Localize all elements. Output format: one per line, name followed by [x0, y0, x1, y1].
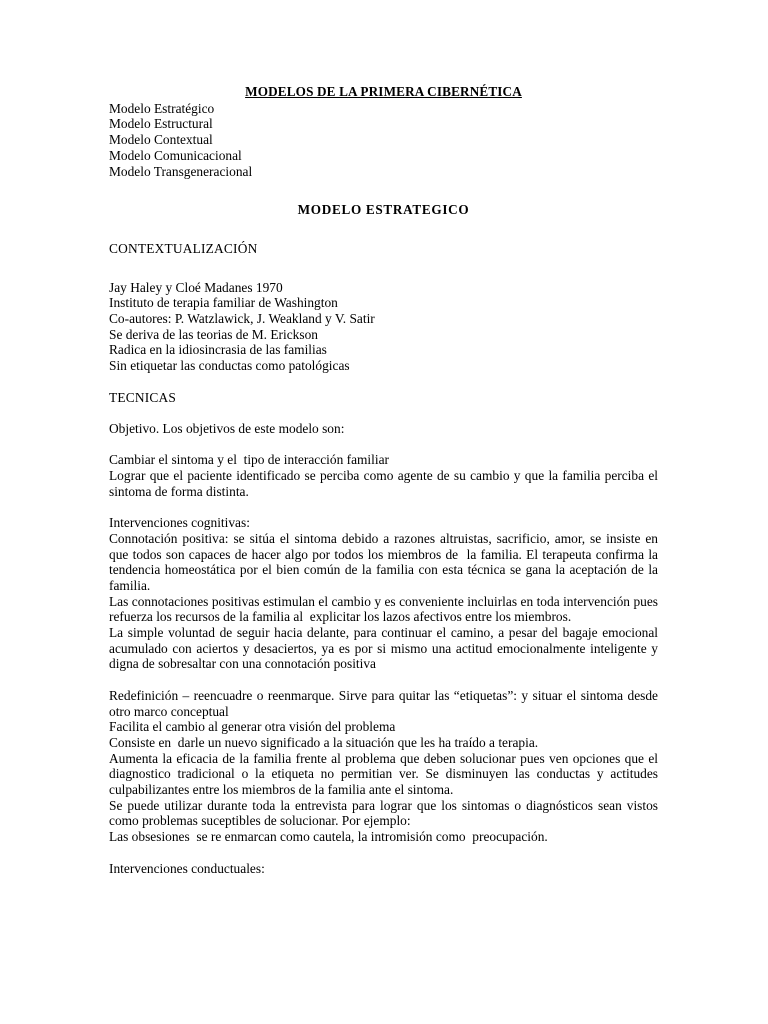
models-list — [109, 101, 658, 180]
spacer — [109, 672, 658, 688]
context-line: Se deriva de las teorias de M. Erickson — [109, 326, 318, 342]
list-item: Modelo Contextual — [109, 132, 213, 148]
spacer — [109, 437, 658, 453]
contextualizacion-lines — [109, 280, 658, 374]
objective-line-1: Cambiar el sintoma y el tipo de interacción familiar — [109, 452, 389, 468]
context-line: Instituto de terapia familiar de Washington — [109, 295, 338, 311]
cognitive-paragraph: La simple voluntad de seguir hacia delante, para continuar el camino, a pesar del bagaje emocional acumulado con aciertos y desaciertos, ya es por si mismo una actitud emocionalmente inteligente y digna de sobresaltar con una connotación positiva — [109, 625, 662, 672]
heading-intervenciones-cognitivas: Intervenciones cognitivas: — [109, 515, 250, 531]
redefinicion-paragraph-4: Aumenta la eficacia de la familia frente al problema que deben solucionar pues ven opciones que el diagnostico tradicional o la etiqueta no permitian ver. Se disminuyen las conductas y actitudes culpabilizantes entre los miembros de la familia ante el sintoma. — [109, 750, 662, 798]
list-item: Modelo Transgeneracional — [109, 163, 253, 179]
page-title: MODELOS DE LA PRIMERA CIBERNÉTICA — [245, 84, 522, 99]
list-item: Modelo Estructural — [109, 116, 213, 132]
objective-paragraph-2: Lograr que el paciente identificado se perciba como agente de su cambio y que la familia perciba el sintoma de forma distinta. — [109, 468, 662, 499]
spacer — [109, 257, 658, 280]
spacer — [109, 405, 658, 421]
redefinicion-line-3: Consiste en darle un nuevo significado a la situación que les ha traído a terapia. — [109, 734, 539, 750]
cognitive-paragraph: Connotación positiva: se sitúa el sintoma debido a razones altruistas, sacrificio, amor, se insiste en que todos son capaces de hacer algo por todos los miembros de la familia. El terapeuta confirma la tendencia homeostática por el bien común de la familia con esta técnica se gana la aceptación de la familia. — [109, 530, 662, 593]
list-item: Modelo Comunicacional — [109, 147, 242, 163]
redefinicion-line-6: Las obsesiones se re enmarcan como cautela, la intromisión como preocupación. — [109, 829, 548, 845]
heading-tecnicas: TECNICAS — [109, 389, 177, 405]
cognitive-paragraph: Las connotaciones positivas estimulan el cambio y es conveniente incluirlas en toda intervención pues refuerza los recursos de la familia al explicitar los lazos afectivos entre los miembros. — [109, 593, 662, 625]
heading-contextualizacion: CONTEXTUALIZACIÓN — [109, 240, 258, 256]
context-line: Sin etiquetar las conductas como patológicas — [109, 358, 350, 374]
context-line: Radica en la idiosincrasia de las familias — [109, 342, 327, 358]
spacer — [109, 179, 658, 202]
document-body — [109, 84, 662, 876]
spacer — [109, 374, 658, 390]
heading-intervenciones-conductuales: Intervenciones conductuales: — [109, 860, 265, 876]
objective-intro: Objetivo. Los objetivos de este modelo son: — [109, 420, 345, 436]
section-heading-modelo-estrategico: MODELO ESTRATEGICO — [297, 202, 470, 218]
spacer — [109, 499, 658, 515]
redefinicion-line-2: Facilita el cambio al generar otra visión del problema — [109, 719, 396, 735]
context-line: Co-autores: P. Watzlawick, J. Weakland y V. Satir — [109, 311, 375, 327]
context-line: Jay Haley y Cloé Madanes 1970 — [109, 279, 283, 295]
list-item: Modelo Estratégico — [109, 100, 215, 116]
redefinicion-paragraph-5: Se puede utilizar durante toda la entrevista para lograr que los sintomas o diagnósticos sean vistos como problemas suceptibles de solucionar. Por ejemplo: — [109, 797, 662, 829]
spacer — [109, 845, 658, 861]
spacer — [109, 218, 658, 241]
redefinicion-paragraph-1: Redefinición – reencuadre o reenmarque. Sirve para quitar las “etiquetas”: y situar el sintoma desde otro marco conceptual — [109, 687, 662, 719]
